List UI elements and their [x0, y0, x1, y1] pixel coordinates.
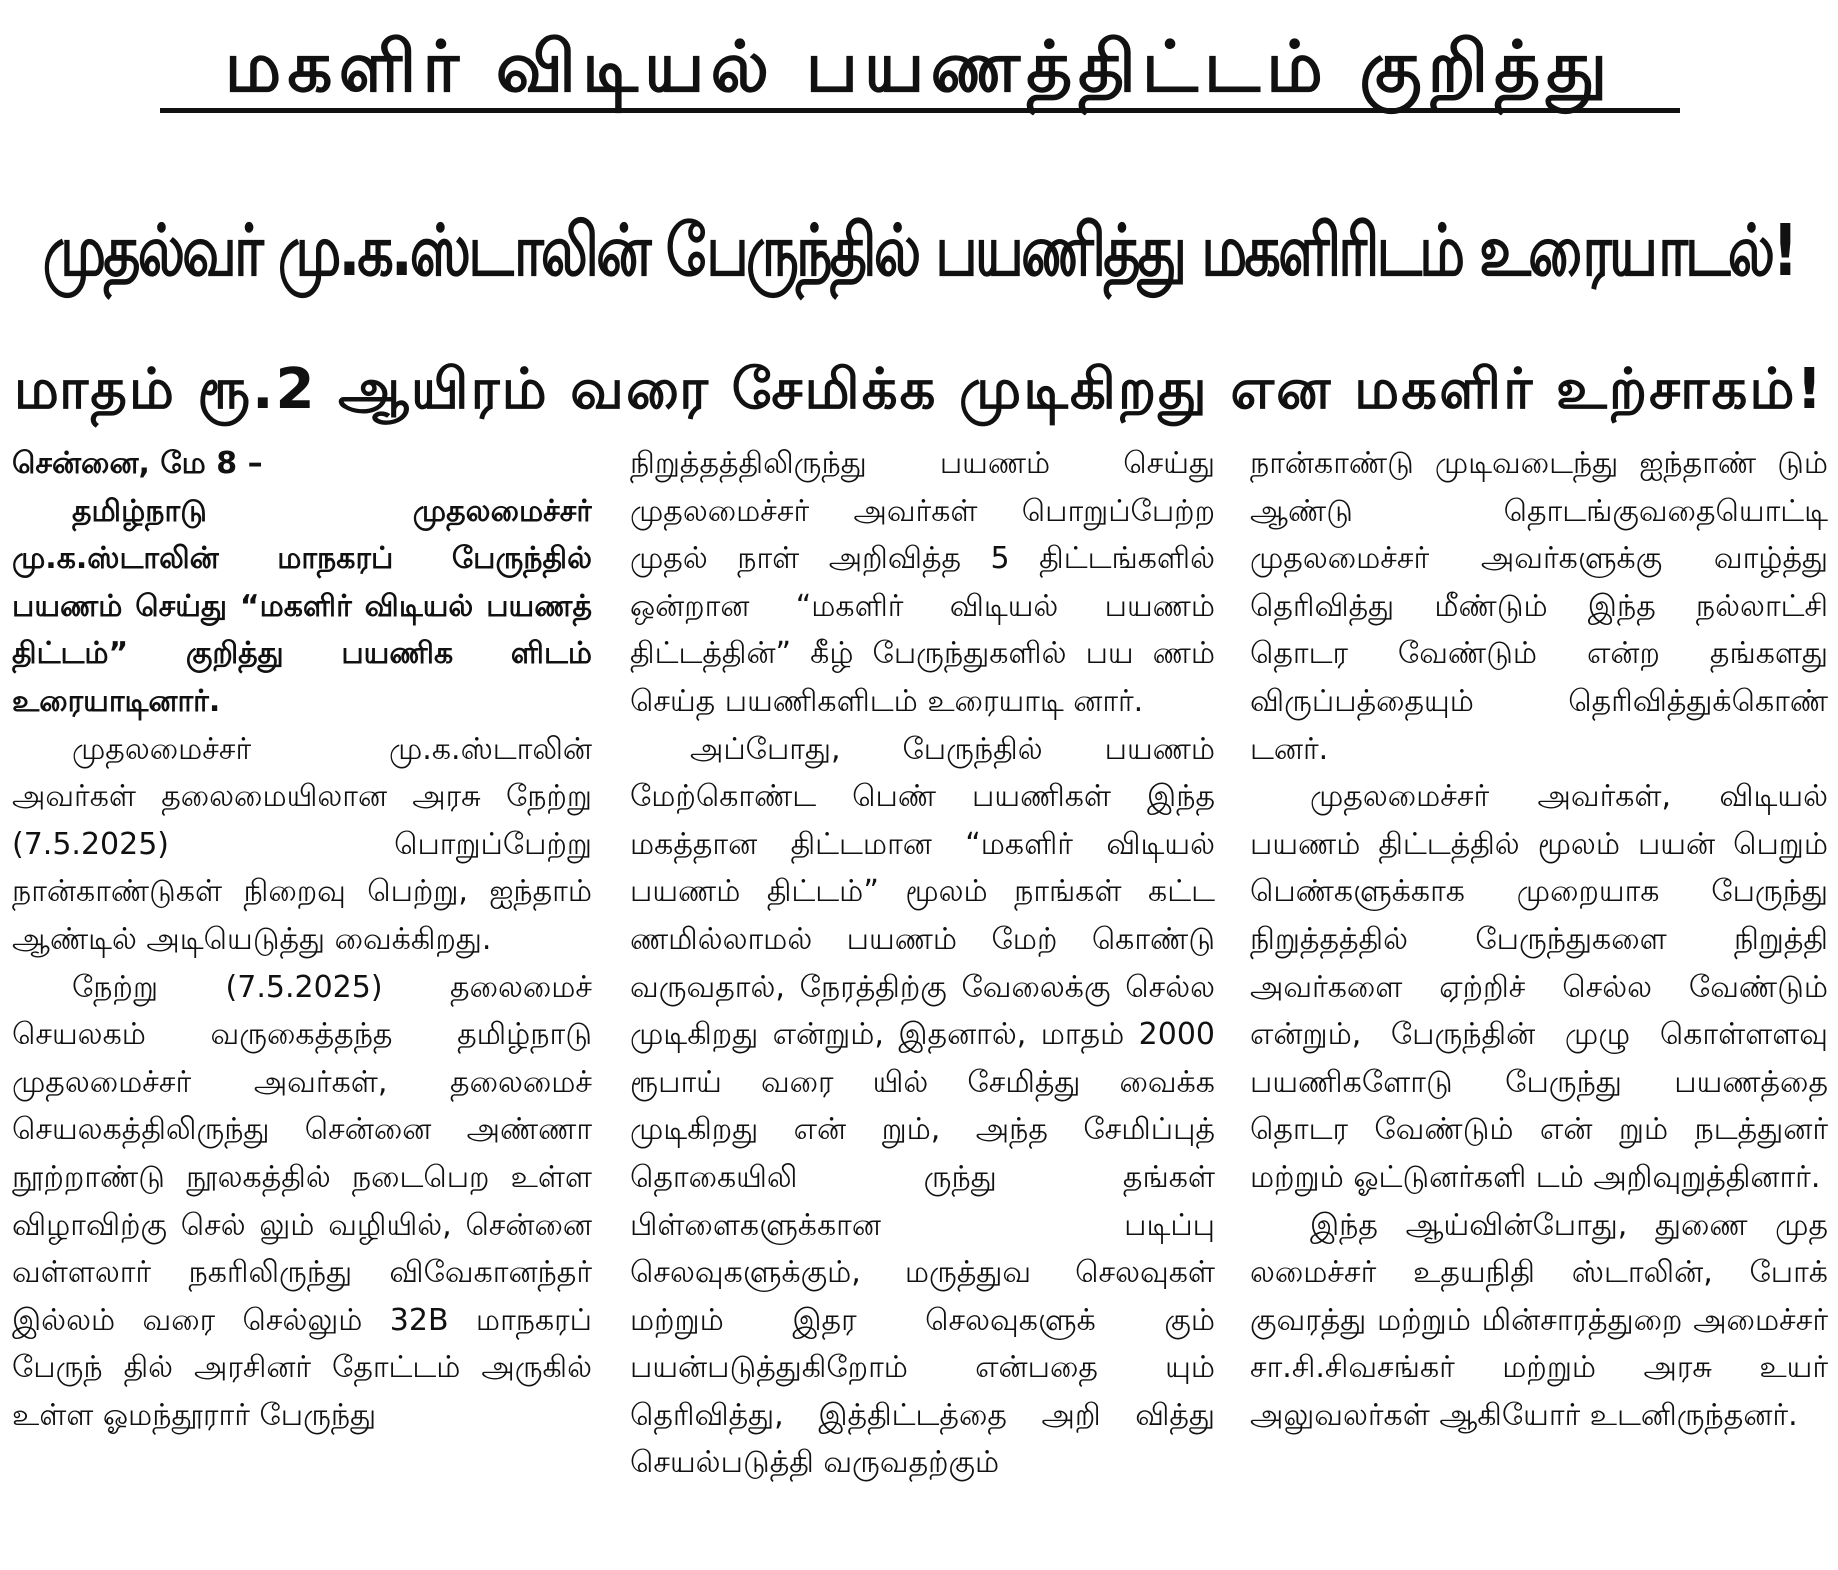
body-paragraph: இந்த ஆய்வின்போது, துணை முத லமைச்சர் உதயநிதி ஸ்டாலின், போக் குவரத்து மற்றும் மின்சாரத்துறை அமைச்சர் சா.சி.சிவசங்கர் மற்றும் அரசு உயர் அலுவலர்கள் ஆகியோர் உடனிருந்தனர்.: [1250, 1207, 1828, 1433]
main-headline: முதல்வர் மு.க.ஸ்டாலின் பேருந்தில் பயணித்து மகளிரிடம் உரையாடல்!: [42, 208, 1796, 293]
body-paragraph: முதலமைச்சர் அவர்கள், விடியல் பயணம் திட்டத்தில் மூலம் பயன் பெறும் பெண்களுக்காக முறையாக பேருந்து நிறுத்தத்தில் பேருந்துகளை நிறுத்தி அவர்களை ஏற்றிச் செல்ல வேண்டும் என்றும், பேருந்தின் முழு கொள்ளளவு பயணிகளோடு பேருந்து பயணத்தை தொடர வேண்டும் என் றும் நடத்துனர் மற்றும் ஓட்டுனர்களி டம் அறிவுறுத்தினார்.: [1250, 779, 1828, 1195]
lead-paragraph: தமிழ்நாடு முதலமைச்சர் மு.க.ஸ்டாலின் மாநகரப் பேருந்தில் பயணம் செய்து “மகளிர் விடியல் பயணத் திட்டம்” குறித்து பயணிக ளிடம் உரையாடினார்.: [12, 493, 592, 719]
body-paragraph: நேற்று (7.5.2025) தலைமைச் செயலகம் வருகைத்தந்த தமிழ்நாடு முதலமைச்சர் அவர்கள், தலைமைச் செயலகத்திலிருந்து சென்னை அண்ணா நூற்றாண்டு நூலகத்தில் நடைபெற உள்ள விழாவிற்கு செல் லும் வழியில், சென்னை வள்ளலார் நகரிலிருந்து விவேகானந்தர் இல்லம் வரை செல்லும் 32B மாநகரப் பேருந் தில் அரசினர் தோட்டம் அருகில் உள்ள ஓமந்தூரார் பேருந்து: [12, 969, 592, 1433]
article-column-3: [1250, 440, 1828, 1560]
kicker-underline: [160, 108, 1680, 113]
body-paragraph: அப்போது, பேருந்தில் பயணம் மேற்கொண்ட பெண் பயணிகள் இந்த மகத்தான திட்டமான “மகளிர் விடியல் பயணம் திட்டம்” மூலம் நாங்கள் கட்ட ணமில்லாமல் பயணம் மேற் கொண்டு வருவதால், நேரத்திற்கு வேலைக்கு செல்ல முடிகிறது என்றும், இதனால், மாதம் 2000 ரூபாய் வரை யில் சேமித்து வைக்க முடிகிறது என் றும், அந்த சேமிப்புத் தொகையிலி ருந்து தங்கள் பிள்ளைகளுக்கான படிப்பு செலவுகளுக்கும், மருத்துவ செலவுகள் மற்றும் இதர செலவுகளுக் கும் பயன்படுத்துகிறோம் என்பதை யும் தெரிவித்து, இத்திட்டத்தை அறி வித்து செயல்படுத்தி வருவதற்கும்: [630, 731, 1215, 1481]
dateline: சென்னை, மே 8 –: [12, 446, 263, 481]
sub-headline: மாதம் ரூ.2 ஆயிரம் வரை சேமிக்க முடிகிறது என மகளிர் உற்சாகம்!: [13, 357, 1825, 422]
body-paragraph: நான்காண்டு முடிவடைந்து ஐந்தாண் டும் ஆண்டு தொடங்குவதையொட்டி முதலமைச்சர் அவர்களுக்கு வாழ்த்து தெரிவித்து மீண்டும் இந்த நல்லாட்சி தொடர வேண்டும் என்ற தங்களது விருப்பத்தையும் தெரிவித்துக்கொண் டனர்.: [1250, 446, 1828, 767]
kicker-headline: மகளிர் விடியல் பயணத்திட்டம் குறித்து: [224, 26, 1614, 108]
article-column-1: [12, 440, 592, 1560]
body-paragraph: முதலமைச்சர் மு.க.ஸ்டாலின் அவர்கள் தலைமையிலான அரசு நேற்று (7.5.2025) பொறுப்பேற்று நான்காண்டுகள் நிறைவு பெற்று, ஐந்தாம் ஆண்டில் அடியெடுத்து வைக்கிறது.: [12, 731, 592, 957]
body-paragraph: நிறுத்தத்திலிருந்து பயணம் செய்து முதலமைச்சர் அவர்கள் பொறுப்பேற்ற முதல் நாள் அறிவித்த 5 திட்டங்களில் ஒன்றான “மகளிர் விடியல் பயணம் திட்டத்தின்” கீழ் பேருந்துகளில் பய ணம் செய்த பயணிகளிடம் உரையாடி னார்.: [630, 446, 1215, 719]
article-column-2: [630, 440, 1215, 1560]
